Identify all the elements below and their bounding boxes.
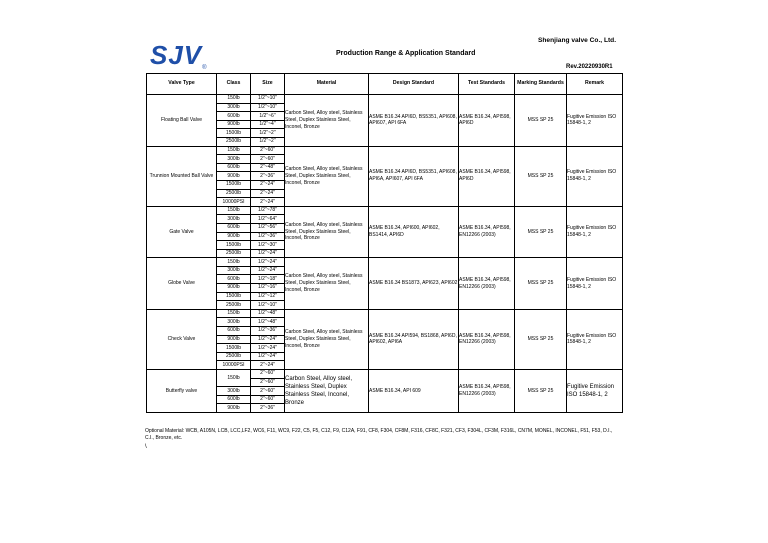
size-cell: 1/2"~16" xyxy=(251,284,285,293)
size-cell: 2"~60" xyxy=(251,155,285,164)
remark-cell: Fugitive Emission ISO 15848-1, 2 xyxy=(567,370,623,413)
test-standards-cell: ASME B16.34, API598, EN12266 (2003) xyxy=(459,309,515,369)
table-row xyxy=(147,146,623,155)
size-cell: 2"~36" xyxy=(251,172,285,181)
size-cell: 2"~24" xyxy=(251,361,285,370)
class-cell: 1500lb xyxy=(217,180,251,189)
material-cell: Carbon Steel, Alloy steel, Stainless Steel, Duplex Stainless Steel, Inconel, Bronze xyxy=(285,95,369,147)
class-cell: 900lb xyxy=(217,284,251,293)
class-cell: 2500lb xyxy=(217,189,251,198)
class-cell: 2500lb xyxy=(217,249,251,258)
size-cell: 2"~24" xyxy=(251,198,285,207)
size-cell: 1/2"~10" xyxy=(251,301,285,310)
header-class: Class xyxy=(217,74,251,95)
class-cell: 600lb xyxy=(217,275,251,284)
header-valve-type: Valve Type xyxy=(147,74,217,95)
production-range-table xyxy=(146,73,623,413)
material-cell: Carbon Steel, Alloy steel, Stainless Steel, Duplex Stainless Steel, Inconel, Bronze xyxy=(285,206,369,258)
design-standard-cell: ASME B16.34 BS1873, API623, API602 xyxy=(369,258,459,310)
class-cell: 600lb xyxy=(217,395,251,404)
marking-standards-cell: MSS SP 25 xyxy=(515,309,567,369)
size-cell: 2"~60" xyxy=(251,395,285,404)
sjv-logo: SJV® xyxy=(150,40,208,71)
table-row xyxy=(147,258,623,267)
material-cell: Carbon Steel, Alloy steel, Stainless Steel, Duplex Stainless Steel, Inconel, Bronze xyxy=(285,370,369,413)
size-cell: 1/2"~24" xyxy=(251,335,285,344)
size-cell: 1/2"~56" xyxy=(251,223,285,232)
class-cell: 1500lb xyxy=(217,129,251,138)
class-cell: 10000PSI xyxy=(217,361,251,370)
class-cell: 600lb xyxy=(217,112,251,121)
trailing-backslash: \ xyxy=(145,444,147,450)
size-cell: 2"~60" xyxy=(251,387,285,396)
class-cell: 900lb xyxy=(217,172,251,181)
header-size: Size xyxy=(251,74,285,95)
test-standards-cell: ASME B16.34, API598, API6D xyxy=(459,95,515,147)
size-cell: 1/2"~36" xyxy=(251,327,285,336)
optional-material-note: Optional Material: WCB, A105N, LCB, LCC,LF2, WC6, F11, WC9, F22, C5, F5, C12, F9, C12A, F91, CF8, F304, CF8M, F316, CF8C, F321, CF3, F304L, CF3M, F316L, CN7M, MONEL, INCONEL, F51, F53, D.I., C.I., Bronze, etc. xyxy=(145,428,613,442)
header-test-standards: Test Standards xyxy=(459,74,515,95)
valve-type-cell: Butterfly valve xyxy=(147,370,217,413)
material-cell: Carbon Steel, Alloy steel, Stainless Steel, Duplex Stainless Steel, Inconel, Bronze xyxy=(285,258,369,310)
class-cell: 2500lb xyxy=(217,137,251,146)
valve-type-cell: Gate Valve xyxy=(147,206,217,258)
marking-standards-cell: MSS SP 25 xyxy=(515,146,567,206)
design-standard-cell: ASME B16.34, API600, API602, BS1414, API6D xyxy=(369,206,459,258)
remark-cell: Fugitive Emission ISO 15848-1, 2 xyxy=(567,206,623,258)
header-remark: Remark xyxy=(567,74,623,95)
class-cell: 600lb xyxy=(217,223,251,232)
document-title: Production Range & Application Standard xyxy=(336,50,476,57)
valve-type-cell: Check Valve xyxy=(147,309,217,369)
size-cell: 1/2"~2" xyxy=(251,129,285,138)
test-standards-cell: ASME B16.34, API598, EN12266 (2003) xyxy=(459,258,515,310)
size-cell: 1/2"~24" xyxy=(251,266,285,275)
class-cell: 300lb xyxy=(217,387,251,396)
design-standard-cell: ASME B16.34 API6D, BS5351, API608, API6A, API607, API 6FA xyxy=(369,146,459,206)
class-cell: 2500lb xyxy=(217,301,251,310)
material-cell: Carbon Steel, Alloy steel, Stainless Steel, Duplex Stainless Steel, Inconel, Bronze xyxy=(285,309,369,369)
table-row xyxy=(147,309,623,318)
size-cell: 2"~24" xyxy=(251,189,285,198)
size-cell: 2"~24" xyxy=(251,180,285,189)
class-cell: 1500lb xyxy=(217,344,251,353)
marking-standards-cell: MSS SP 25 xyxy=(515,206,567,258)
header-material: Material xyxy=(285,74,369,95)
size-cell: 2"~60" xyxy=(251,378,285,387)
design-standard-cell: ASME B16.34 API6D, BS5351, API608, API607, API 6FA xyxy=(369,95,459,147)
class-cell: 900lb xyxy=(217,404,251,413)
size-cell: 1/2"~64" xyxy=(251,215,285,224)
marking-standards-cell: MSS SP 25 xyxy=(515,258,567,310)
class-cell: 900lb xyxy=(217,335,251,344)
valve-type-cell: Globe Valve xyxy=(147,258,217,310)
table-header-row xyxy=(147,74,623,95)
design-standard-cell: ASME B16.34 API594, BS1868, API6D, API602, API6A xyxy=(369,309,459,369)
remark-cell: Fugitive Emission ISO 15848-1, 2 xyxy=(567,258,623,310)
test-standards-cell: ASME B16.34, API598, EN12266 (2003) xyxy=(459,206,515,258)
marking-standards-cell: MSS SP 25 xyxy=(515,370,567,413)
marking-standards-cell: MSS SP 25 xyxy=(515,95,567,147)
table-row xyxy=(147,370,623,379)
class-cell: 600lb xyxy=(217,327,251,336)
test-standards-cell: ASME B16.34, API598, API6D xyxy=(459,146,515,206)
class-cell: 900lb xyxy=(217,232,251,241)
test-standards-cell: ASME B16.34, API598, EN12266 (2003) xyxy=(459,370,515,413)
class-cell: 300lb xyxy=(217,215,251,224)
size-cell: 1/2"~30" xyxy=(251,241,285,250)
size-cell: 1/2"~24" xyxy=(251,258,285,267)
material-cell: Carbon Steel, Alloy steel, Stainless Steel, Duplex Stainless Steel, Inconel, Bronze xyxy=(285,146,369,206)
size-cell: 1/2"~36" xyxy=(251,232,285,241)
table-row xyxy=(147,206,623,215)
class-cell: 600lb xyxy=(217,163,251,172)
remark-cell: Fugitive Emission ISO 15848-1, 2 xyxy=(567,95,623,147)
header-marking-standards: Marking Standards xyxy=(515,74,567,95)
class-cell: 150lb xyxy=(217,146,251,155)
size-cell: 1/2"~24" xyxy=(251,249,285,258)
class-cell: 300lb xyxy=(217,266,251,275)
size-cell: 1/2"~4" xyxy=(251,120,285,129)
size-cell: 1/2"~2" xyxy=(251,137,285,146)
size-cell: 1/2"~78" xyxy=(251,206,285,215)
header-design-standard: Design Standard xyxy=(369,74,459,95)
size-cell: 1/2"~10" xyxy=(251,95,285,104)
size-cell: 1/2"~18" xyxy=(251,275,285,284)
class-cell: 150lb xyxy=(217,309,251,318)
size-cell: 2"~48" xyxy=(251,163,285,172)
class-cell: 150lb xyxy=(217,206,251,215)
class-cell: 150lb xyxy=(217,258,251,267)
size-cell: 2"~36" xyxy=(251,404,285,413)
revision-number: Rev.20220930R1 xyxy=(566,64,613,70)
class-cell: 150lb xyxy=(217,95,251,104)
remark-cell: Fugitive Emission ISO 15848-1, 2 xyxy=(567,309,623,369)
class-cell: 2500lb xyxy=(217,352,251,361)
class-cell: 300lb xyxy=(217,155,251,164)
size-cell: 1/2"~48" xyxy=(251,309,285,318)
size-cell: 2"~60" xyxy=(251,146,285,155)
size-cell: 1/2"~48" xyxy=(251,318,285,327)
class-cell: 1500lb xyxy=(217,292,251,301)
design-standard-cell: ASME B16.34, API 609 xyxy=(369,370,459,413)
class-cell: 1500lb xyxy=(217,241,251,250)
size-cell: 1/2"~12" xyxy=(251,292,285,301)
class-cell: 150lb xyxy=(217,370,251,387)
company-name: Shenjiang valve Co., Ltd. xyxy=(538,37,617,44)
valve-type-cell: Floating Ball Valve xyxy=(147,95,217,147)
class-cell: 900lb xyxy=(217,120,251,129)
class-cell: 10000PSI xyxy=(217,198,251,207)
size-cell: 1/2"~6" xyxy=(251,112,285,121)
table-row xyxy=(147,95,623,104)
size-cell: 1/2"~10" xyxy=(251,103,285,112)
valve-type-cell: Trunnion Mounted Ball Valve xyxy=(147,146,217,206)
class-cell: 300lb xyxy=(217,103,251,112)
remark-cell: Fugitive Emission ISO 15848-1, 2 xyxy=(567,146,623,206)
class-cell: 300lb xyxy=(217,318,251,327)
size-cell: 2"~60" xyxy=(251,370,285,379)
size-cell: 1/2"~24" xyxy=(251,352,285,361)
size-cell: 1/2"~24" xyxy=(251,344,285,353)
